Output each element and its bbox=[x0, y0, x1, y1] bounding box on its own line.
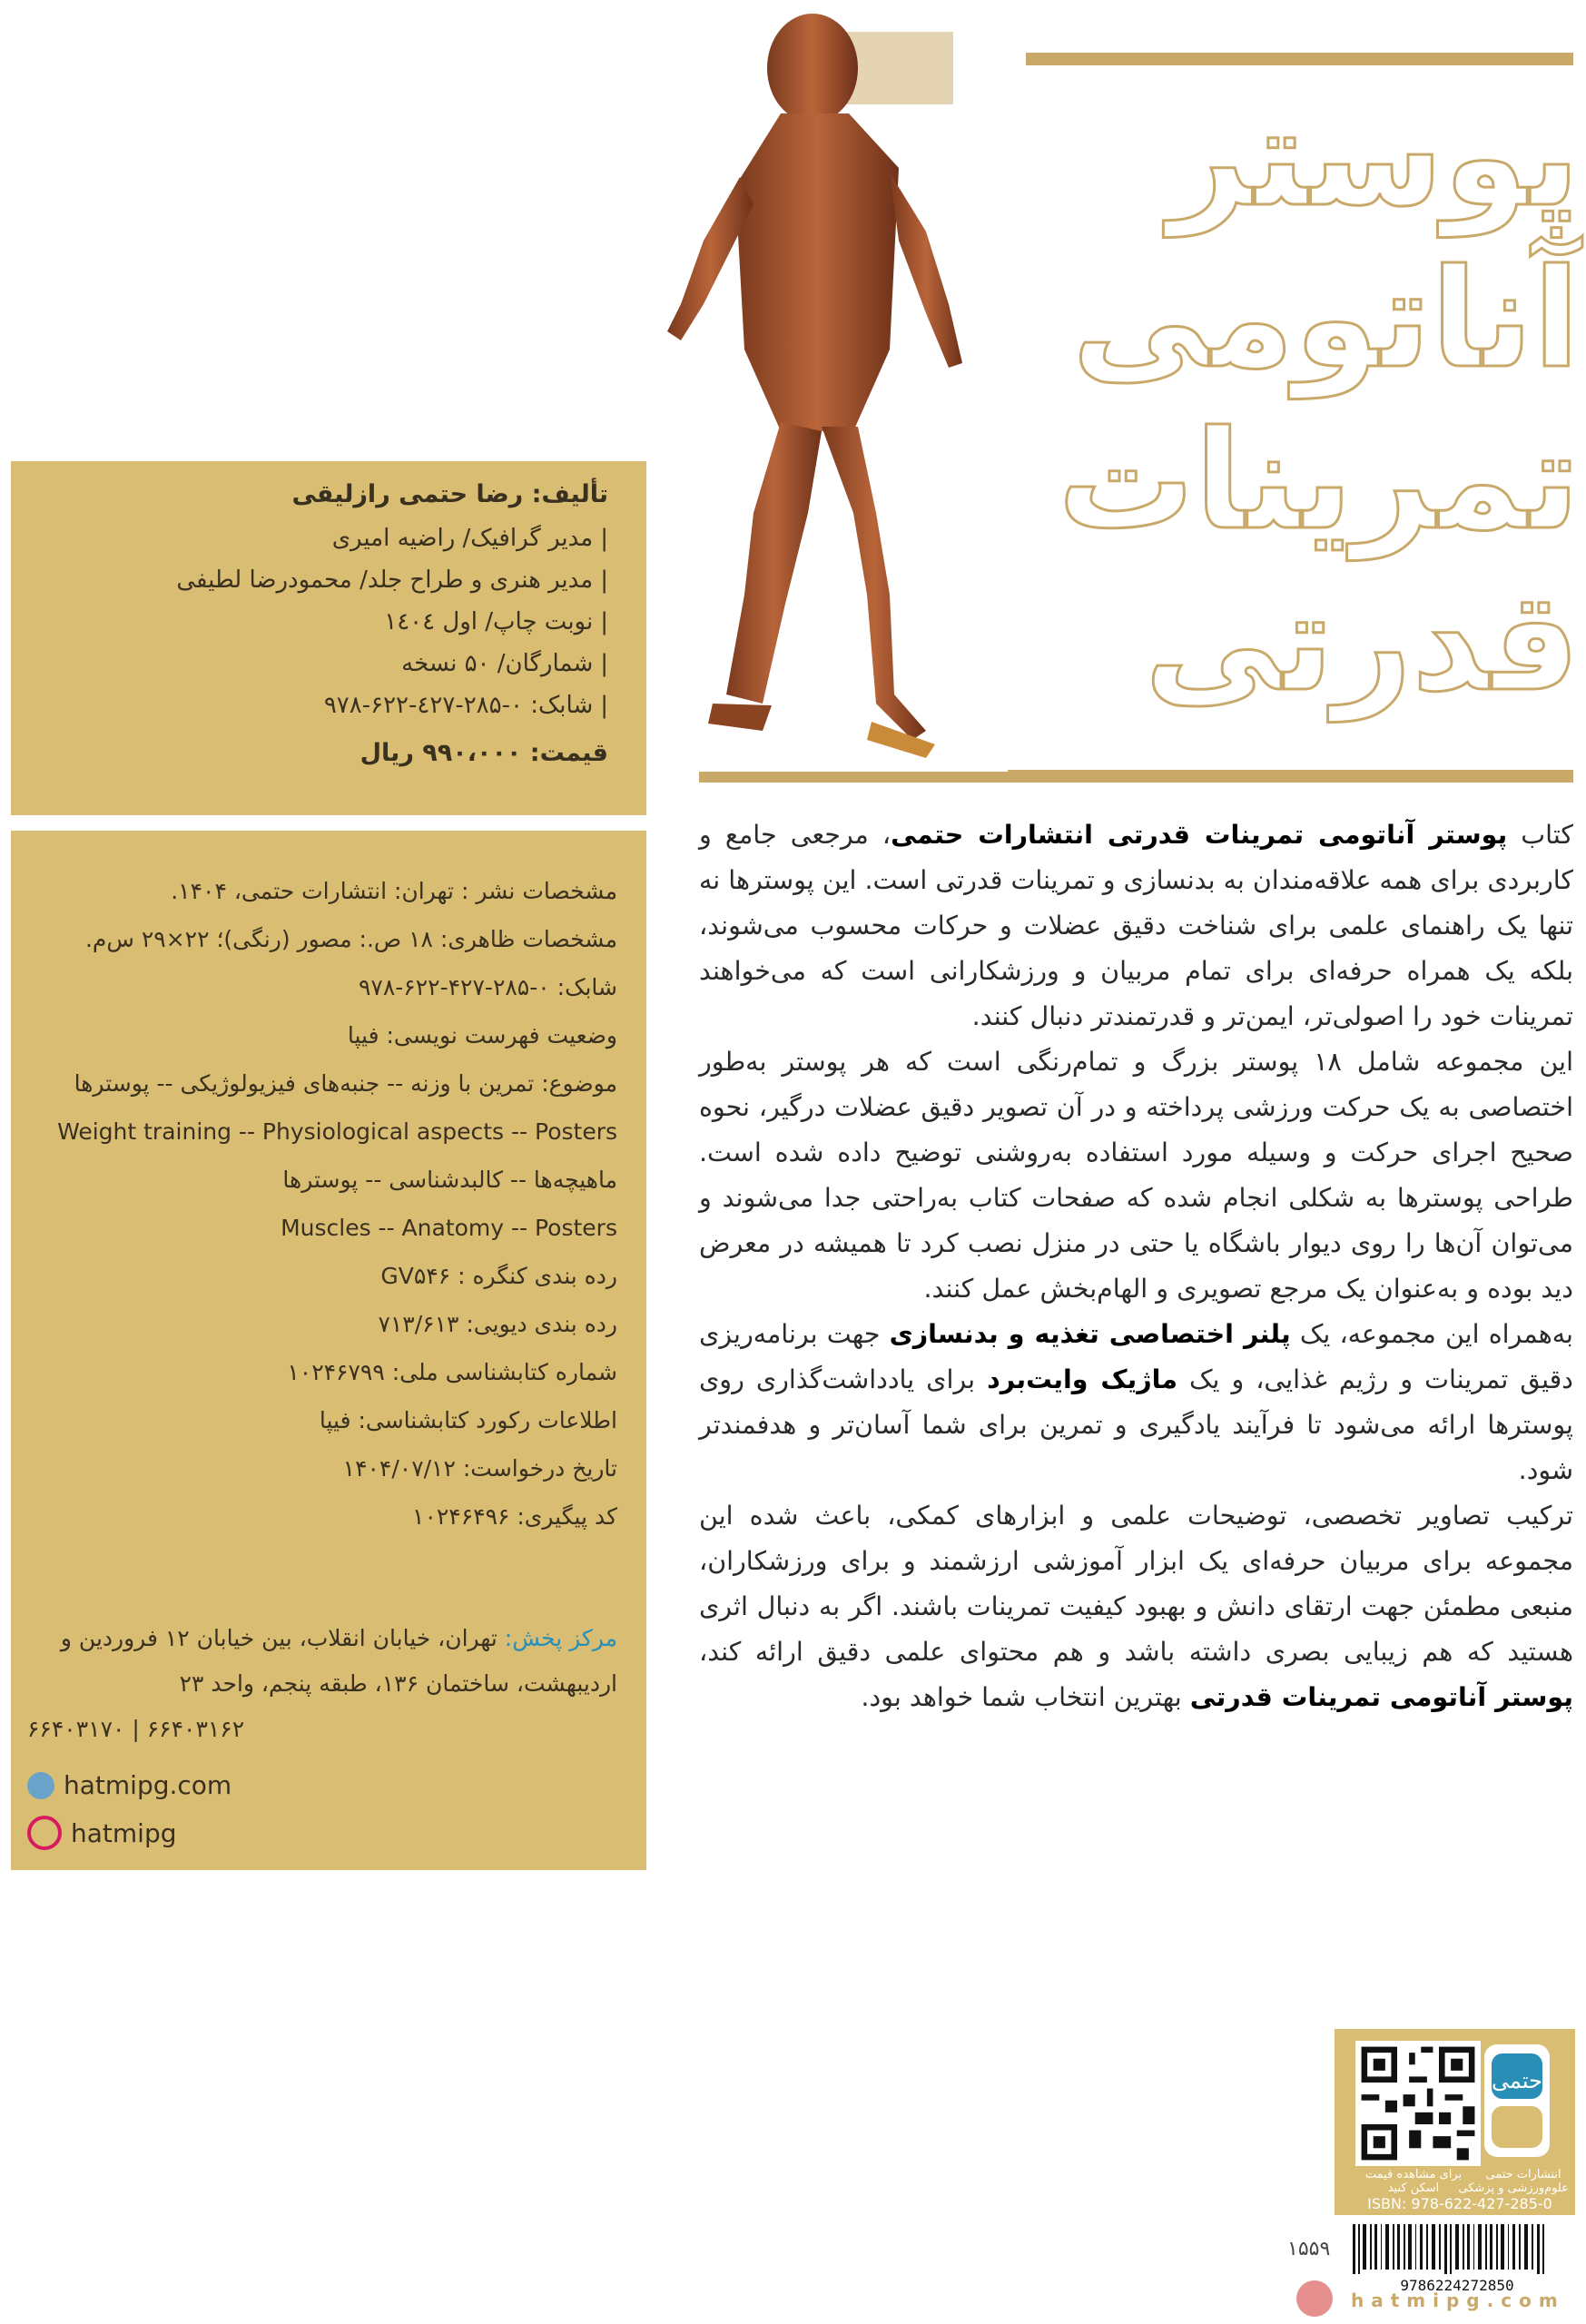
catalog-row: اطلاعات رکورد کتابشناسی: فیپا bbox=[319, 1407, 617, 1433]
title-line-3: تمرینات bbox=[1058, 402, 1580, 560]
book-code: ۱۵۵۹ bbox=[1287, 2238, 1331, 2260]
catalog-info bbox=[27, 867, 617, 1541]
web-icon bbox=[27, 1772, 54, 1799]
barcode bbox=[1344, 2220, 1571, 2297]
barcode-number: 9786224272850 bbox=[1400, 2277, 1514, 2294]
description-paragraph-1: کتاب پوستر آناتومی تمرینات قدرتی انتشارات حتمی، مرجعی جامع و کاربردی برای همه علاقه‌مندان به بدنسازی و تمرینات قدرتی است. این پوسترها نه تنها یک راهنمای علمی برای شناخت دقیق عضلات و حرکات محسوب می‌شوند، بلکه یک همراه حرفه‌ای برای تمام مربیان و ورزشکارانی است که می‌خواهند تمرینات خود را اصولی‌تر، ایمن‌تر و قدرتمندتر دنبال کنند. bbox=[698, 820, 1573, 1031]
qr-code[interactable] bbox=[1355, 2041, 1481, 2166]
isbn-label: ISBN: 978-622-427-285-0 bbox=[1367, 2195, 1552, 2212]
instagram-contact[interactable] bbox=[27, 1816, 176, 1850]
website-link[interactable]: hatmipg.com bbox=[64, 1770, 232, 1800]
anatomy-figure-image bbox=[626, 5, 1008, 772]
catalog-row: Weight training -- Physiological aspects -- Posters bbox=[57, 1118, 617, 1145]
credits bbox=[27, 472, 608, 781]
credit-line-4: |شمارگان/ ۵۰ نسخه bbox=[401, 650, 608, 677]
title-line-2: آناتومی bbox=[1071, 241, 1580, 399]
bottom-website[interactable]: hatmipg.com bbox=[1351, 2290, 1565, 2311]
distribution-address-line bbox=[27, 1616, 617, 1707]
catalog-row: رده بندی کنگره : GV۵۴۶ bbox=[380, 1263, 617, 1289]
distribution-label: مرکز پخش: bbox=[504, 1625, 617, 1651]
instagram-handle[interactable]: hatmipg bbox=[71, 1817, 177, 1848]
publisher-caption: انتشارات حتمی علوم‌ورزشی و پزشکی bbox=[1458, 2168, 1569, 2195]
publisher-mark-icon bbox=[1296, 2280, 1333, 2317]
catalog-row: مشخصات ظاهری: ۱۸ ص.: مصور (رنگی)؛ ۲۲×۲۹ س‌م. bbox=[84, 926, 617, 952]
logo-text: حتمی bbox=[1492, 2068, 1542, 2093]
description-paragraph-3: به‌همراه این مجموعه، یک پلنر اختصاصی تغذیه و بدنسازی جهت برنامه‌ریزی دقیق تمرینات و رژیم غذایی، و یک ماژیک وایت‌برد برای یادداشت‌گذاری روی پوسترها ارائه می‌شود تا فرآیند یادگیری و تمرین برای شما آسان‌تر و هدفمندتر شود. bbox=[699, 1319, 1573, 1485]
catalog-row: شابک: ۰-۲۸۵-۴۲۷-۶۲۲-۹۷۸ bbox=[358, 974, 617, 1000]
qr-caption: برای مشاهده قیمت اسکن کنید bbox=[1364, 2168, 1463, 2195]
credit-line-3: |نوبت چاپ/ اول ۱٤۰٤ bbox=[384, 608, 608, 635]
description-paragraph-4: ترکیب تصاویر تخصصی، توضیحات علمی و ابزارهای کمکی، باعث شده این مجموعه برای مربیان حرفه‌ای یک ابزار آموزشی ارزشمند و برای ورزشکاران، منبعی مطمئن جهت ارتقای دانش و بهبود کیفیت تمرینات باشند. اگر به دنبال اثری هستید که هم زیبایی بصری داشته باشد و هم محتوای علمی دقیق ارائه کند، پوستر آناتومی تمرینات قدرتی بهترین انتخاب شما خواهد بود. bbox=[699, 1501, 1573, 1712]
catalog-row: شماره کتابشناسی ملی: ۱۰۲۴۶۷۹۹ bbox=[287, 1359, 617, 1385]
catalog-row: کد پیگیری: ۱۰۲۴۶۴۹۶ bbox=[412, 1503, 617, 1530]
catalog-row: وضعیت فهرست نویسی: فیپا bbox=[347, 1022, 617, 1049]
distribution-address: تهران، خیابان انقلاب، بین خیابان ۱۲ فروردین و اردیبهشت، ساختمان ۱۳۶، طبقه پنجم، واحد ۲۳ bbox=[60, 1625, 617, 1697]
catalog-row: تاریخ درخواست: ۱۴۰۴/۰۷/۱۲ bbox=[342, 1455, 617, 1482]
publisher-logo bbox=[1481, 2041, 1553, 2161]
title-line-4: قدرتی bbox=[1144, 564, 1580, 722]
credit-line-5: |شابک: ۰-۲۸۵-٤۲۷-۶۲۲-۹۷۸ bbox=[323, 692, 608, 719]
catalog-row: ماهیچه‌ها -- کالبدشناسی -- پوسترها bbox=[282, 1167, 617, 1193]
title-bottom-rule bbox=[699, 770, 1573, 783]
catalog-row: مشخصات نشر : تهران: انتشارات حتمی، ۱۴۰۴. bbox=[171, 878, 617, 904]
author-line: تألیف: رضا حتمی رازلیقی bbox=[291, 480, 608, 508]
catalog-row: رده بندی دیویی: ۷۱۳/۶۱۳ bbox=[378, 1311, 617, 1337]
catalog-row: موضوع: تمرین با وزنه -- جنبه‌های فیزیولوژیکی -- پوسترها bbox=[74, 1070, 617, 1097]
credit-line-2: |مدیر هنری و طراح جلد/ محمودرضا لطیفی bbox=[176, 566, 608, 594]
title-line-1: پوستر bbox=[1168, 79, 1580, 237]
description-paragraph-2: این مجموعه شامل ۱۸ پوستر بزرگ و تمام‌رنگی است که هر پوستر به‌طور اختصاصی به یک حرکت ورزشی پرداخته و در آن تصویر دقیق عضلات درگیر، نحوه صحیح اجرای حرکت و وسیله مورد استفاده به‌روشنی توضیح داده شده است. طراحی پوسترها به شکلی انجام شده که صفحات کتاب به‌راحتی جدا می‌شوند و می‌توان آن‌ها را روی دیوار باشگاه یا حتی در منزل نصب کرد تا همیشه در معرض دید بوده و به‌عنوان یک مرجع تصویری و الهام‌بخش عمل کنند. bbox=[699, 1047, 1573, 1304]
title-top-rule bbox=[1026, 53, 1573, 65]
catalog-row: Muscles -- Anatomy -- Posters bbox=[281, 1215, 617, 1241]
distribution-center bbox=[27, 1616, 617, 1752]
book-title bbox=[999, 77, 1580, 767]
instagram-icon bbox=[27, 1816, 62, 1850]
distribution-phones: ۶۶۴۰۳۱۷۰ | ۶۶۴۰۳۱۶۲ bbox=[27, 1716, 245, 1742]
website-contact[interactable] bbox=[27, 1770, 231, 1800]
book-description bbox=[699, 812, 1573, 1720]
price: قیمت: ۹۹۰،۰۰۰ ریال bbox=[360, 739, 608, 767]
credit-line-1: |مدیر گرافیک/ راضیه امیری bbox=[331, 525, 608, 552]
